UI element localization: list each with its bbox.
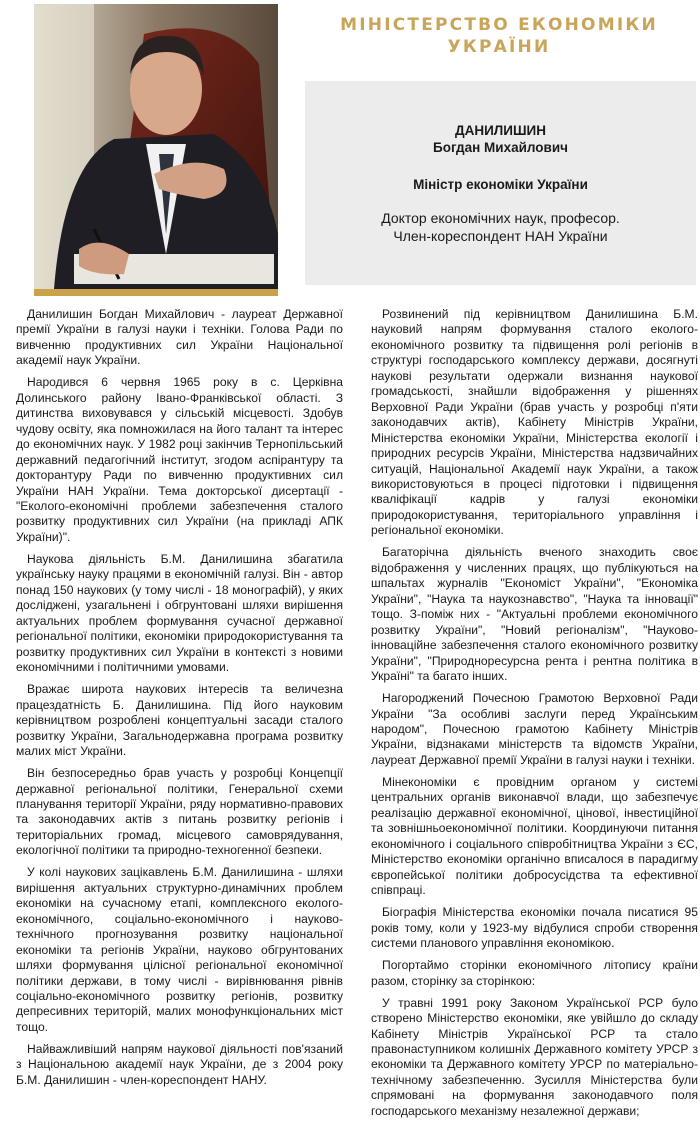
paragraph: Наукова діяльність Б.М. Данилишина збагатила українську науку працями в економічній галузі. Він - автор понад 150 наукових (у тому числі - 18 монографій), у яких досліджені, узагальнені і обгрунтовані шляхи вирішення актуальних проблем формування сучасної державної регіональної політики, економіки природокористування та розвитку продуктивних сил України в контексті з новими економічними і політичними умовами.: [16, 551, 343, 675]
paragraph: Багаторічна діяльність вченого знаходить своє відображення у численних працях, що публікуються на шпальтах журналів "Економіст України", "Економіка України", "Наука та наукознавство", "Наука та інновації" тощо. З-поміж них - "Актуальні проблеми економічного розвитку України", "Новий регіоналізм", "Науково-інноваційне забезпечення сталого економічного розвитку України", "Природноресурсна рента і рентна політика в Україні" та багато інших.: [371, 545, 698, 684]
ministry-title-line-1: МІНІСТЕРСТВО ЕКОНОМІКИ: [340, 15, 658, 35]
academic-degree: Доктор економічних наук, професор.: [381, 210, 620, 226]
paragraph: Погортаймо сторінки економічного літопису країни разом, сторінку за сторінкою:: [371, 958, 698, 988]
paragraph: У колі наукових зацікавлень Б.М. Данилишина - шляхи вирішення актуальних структурно-динамічних проблем економіки на сучасному етапі, комплексного еколого-економічного, соціально-економічного і науково-технічного прогнозування розвитку національної економіки та регіонів України, науково обгрунтованих шляхи формування цілісної регіональної економічної політики держави, в тому числі - вирівнювання рівнів соціально-економічного розвитку регіонів, розвитку депресивних територій, малих монофункціональних міст тощо.: [16, 865, 343, 1034]
paragraph: Вражає широта наукових інтересів та величезна працездатність Б. Данилишина. Під його науковим керівництвом розроблені концептуальні засади сталого розвитку України, Загальнодержавна програма розвитку малих міст України.: [16, 682, 343, 759]
profile-card: [305, 81, 696, 285]
minister-position: Міністр економіки України: [413, 177, 588, 192]
paragraph: У травні 1991 року Законом Української РСР було створено Міністерство економіки, яке увійшло до складу Кабінету Міністрів Української РСР та стало правонаступником колишніх Державного комітету УРСР з економіки та Державного комітету УРСР по матеріально-технічному забезпеченню. Зусилля Міністерства були спрямовані на формування законодавчого поля господарського механізму незалежної держави;: [371, 995, 698, 1118]
biography-left-column: [16, 307, 343, 1095]
paragraph: Розвинений під керівництвом Данилишина Б.М. науковий напрям формування сталого еколого-економічного розвитку та підвищення ролі регіонів в структурі господарського комплексу держави, досягнуті наукові результати одержали визнання наукової громадськості, знайшли відображення у рішеннях Верховної Ради України (брав участь у розробці п'яти законодавчих актів), Кабінету Міністрів України, Міністерства економіки України, Міністерства екології і природних ресурсів України, Міністерства надзвичайних ситуацій, Національної Академії наук України, а також використовуються в процесі підготовки і підвищення кваліфікації кадрів у галузі економіки природокористування, територіального управління і регіональної економіки.: [371, 307, 698, 538]
paragraph: Народився 6 червня 1965 року в с. Церківна Долинського району Івано-Франківської області. З дитинства виховувався у сільській місцевості. Здобув чудову освіту, яка помножилася на його талант та інтерес до економічних наук. У 1982 році закінчив Тернопільський державний педагогічний інститут, згодом аспірантуру та докторантуру Ради по вивченню продуктивних сил України НАН України. Тема докторської дисертації - "Еколого-економічні проблеми забезпечення сталого розвитку продуктивних сил України (на прикладі АПК України)".: [16, 375, 343, 544]
ministry-title-line-2: УКРАЇНИ: [447, 37, 551, 57]
portrait-illustration: [34, 4, 278, 289]
paragraph: Данилишин Богдан Михайлович - лауреат Державної премії України в галузі науки і техніки. Голова Ради по вивченню продуктивних сил України Національної академії наук України.: [16, 307, 343, 368]
ministry-title: [318, 14, 680, 58]
minister-given-names: Богдан Михайлович: [433, 140, 568, 155]
paragraph: Він безпосередньо брав участь у розробці Концепції державної регіональної політики, Генеральної схеми планування території України, ряду нормативно-правових та законодавчих актів з питань розвитку регіонів і територіальних громад, місцевого самоврядування, екологічної політики та природно-техногенної безпеки.: [16, 766, 343, 858]
portrait-photo: [34, 4, 278, 296]
academy-membership: Член-кореспондент НАН України: [393, 228, 608, 244]
paragraph: Мінекономіки є провідним органом у системі центральних органів виконавчої влади, що забезпечує реалізацію державної економічної, цінової, інвестиційної та зовнішньоекономічної політики. Координуючи питання економічного і соціального співробітництва України з ЄС, Міністерство економіки органічно вписалося в парадигму європейської політики добросусідства та ефективної співпраці.: [371, 774, 698, 898]
biography-right-column: [371, 307, 698, 1126]
paragraph: Біографія Міністерства економіки почала писатися 95 років тому, коли у 1923-му відбулися спроби створення системи планового управління економікою.: [371, 905, 698, 951]
minister-surname: ДАНИЛИШИН: [454, 123, 546, 138]
paragraph: Нагороджений Почесною Грамотою Верховної Ради України "За особливі заслуги перед Українським народом", Почесною грамотою Кабінету Міністрів України, відзнаками міністерств та відомств України, лауреат Державної премії України в галузі науки і техніки.: [371, 691, 698, 767]
paragraph: Найважливіший напрям наукової діяльності пов'язаний з Національною академії наук України, де з 2004 року Б.М. Данилишин - член-кореспондент НАНУ.: [16, 1041, 343, 1087]
